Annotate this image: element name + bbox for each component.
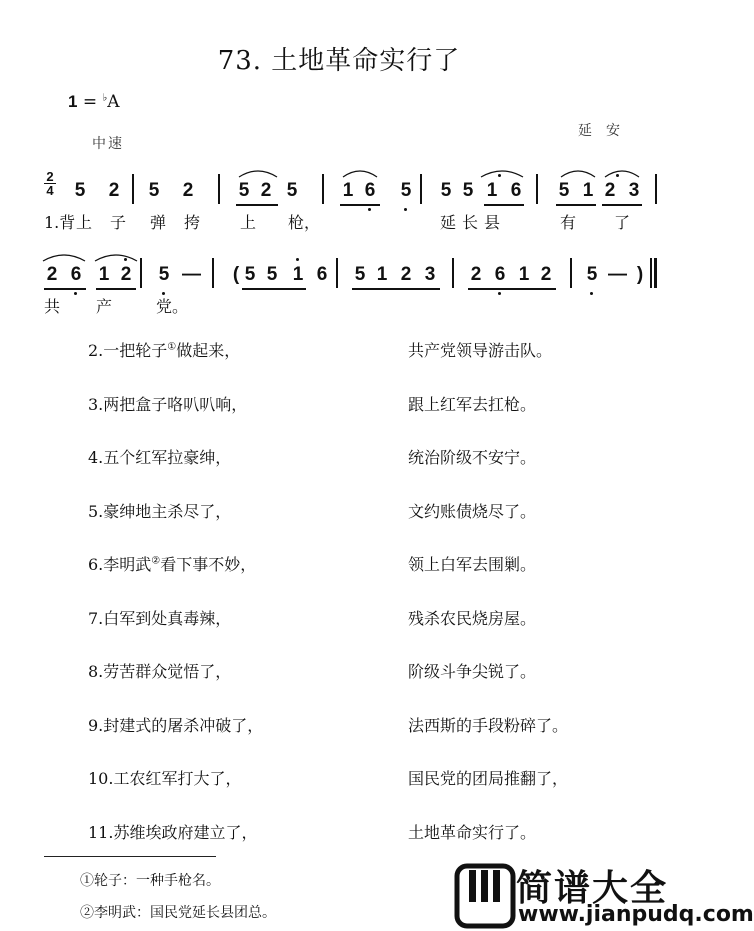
slur-mark (604, 168, 640, 178)
low-dot (368, 208, 371, 211)
low-dot (498, 292, 501, 295)
note-number: 2 (182, 180, 194, 201)
verse-second-half: 统治阶级不安宁。 (408, 448, 537, 467)
footnote-rule (44, 856, 216, 857)
note-number: 2 (604, 180, 616, 201)
underline (484, 204, 524, 206)
lyric-syllable: 弹 (150, 213, 167, 232)
barline-final (654, 258, 657, 288)
note-number: 1 (518, 264, 530, 285)
lyric-syllable: 上 (76, 213, 93, 232)
note-number: 2 (400, 264, 412, 285)
lyric-syllable: 产 (96, 297, 113, 316)
slur-mark (342, 168, 378, 178)
tempo-marking: 中速 (92, 136, 124, 152)
verse-second-half: 文约账债烧尽了。 (408, 501, 537, 521)
note-number: 1 (292, 264, 304, 285)
key-equals: = (77, 92, 103, 112)
verse-second-half: 土地革命实行了。 (408, 822, 537, 842)
barline (140, 258, 142, 288)
note-number: 2 (46, 264, 58, 285)
underline (96, 288, 136, 290)
note-number: 5 (586, 264, 598, 285)
high-dot (296, 258, 299, 261)
verse-second-half: 国民党的团局推翻了， (408, 769, 569, 788)
note-number: 5 (286, 180, 298, 201)
note-number: 6 (510, 180, 522, 201)
slur-mark (94, 252, 138, 262)
verse-second-half: 跟上红军去扛枪。 (408, 394, 537, 414)
note-number: 3 (424, 264, 436, 285)
logo-url: www.jianpudq.com (518, 902, 754, 927)
song-title: 73. 土地革命实行了 (217, 46, 461, 76)
verse-first-half: 3.两把盒子咯叭叭响， (88, 394, 248, 414)
note-number: 3 (628, 180, 640, 201)
barline (420, 174, 422, 204)
barline (336, 258, 338, 288)
note-number: 1 (486, 180, 498, 201)
note-number: 5 (440, 180, 452, 201)
underline (602, 204, 642, 206)
verse-first-half: 7.白军到处真毒辣， (88, 608, 232, 628)
note-number: 5 (558, 180, 570, 201)
verse-first-half: 6.李明武②看下事不妙， (88, 555, 257, 574)
low-dot (404, 208, 407, 211)
lyric-syllable: 子 (110, 213, 127, 232)
lyric-syllable: 枪， (288, 213, 321, 232)
time-signature (44, 170, 56, 197)
lyric-syllable: 延 (440, 213, 457, 232)
note-number: 6 (494, 264, 506, 285)
barline (570, 258, 572, 288)
barline (536, 174, 538, 204)
barline (655, 174, 657, 204)
note-number: 5 (462, 180, 474, 201)
verse-first-half: 5.豪绅地主杀尽了， (88, 501, 232, 521)
underline (468, 288, 556, 290)
lyric-syllable: 党。 (156, 297, 189, 316)
note-number: 2 (120, 264, 132, 285)
verse-first-half: 2.一把轮子①做起来， (88, 341, 241, 360)
note-number: — (608, 264, 627, 285)
verse-first-half: 8.劳苦群众觉悟了， (88, 662, 232, 681)
key-degree: 1 (68, 92, 78, 111)
notation-line-1 (0, 168, 678, 228)
note-number: 6 (316, 264, 328, 285)
note-number: 2 (108, 180, 120, 201)
note-number: 5 (266, 264, 278, 285)
note-number: 5 (354, 264, 366, 285)
note-number: 2 (260, 180, 272, 201)
barline (218, 174, 220, 204)
lyric-syllable: 共 (44, 297, 61, 316)
lyric-syllable: 长 (462, 213, 479, 232)
slur-mark (238, 168, 278, 178)
barline (650, 258, 652, 288)
verse-first-half: 10.工农红军打大了， (88, 769, 242, 788)
note-number: 5 (244, 264, 256, 285)
footnote-2: ②李明武：国民党延长县团总。 (80, 905, 276, 921)
note-number: 5 (158, 264, 170, 285)
note-number: 1 (582, 180, 594, 201)
note-number: 5 (148, 180, 160, 201)
slur-mark (42, 252, 86, 262)
note-number: 6 (364, 180, 376, 201)
lyric-syllable: 上 (240, 213, 257, 232)
low-dot (590, 292, 593, 295)
note-number: 2 (540, 264, 552, 285)
time-sig-bottom: 4 (44, 183, 56, 197)
time-sig-top: 2 (46, 169, 54, 184)
verse-second-half: 领上白军去围剿。 (408, 555, 537, 574)
lyric-syllable: 挎 (184, 213, 201, 232)
key-note: A (107, 92, 120, 112)
note-number: — (182, 264, 201, 285)
lyric-syllable: 1.背 (44, 213, 76, 232)
verse-second-half: 残杀农民烧房屋。 (408, 608, 537, 628)
verse-second-half: 共产党领导游击队。 (408, 341, 553, 360)
lyric-syllable: 了 (614, 213, 631, 232)
barline (132, 174, 134, 204)
note-number: 6 (70, 264, 82, 285)
note-number: 5 (400, 180, 412, 201)
note-number: 1 (376, 264, 388, 285)
flat-icon: ♭ (102, 92, 108, 104)
logo-name: 简谱大全 (516, 868, 669, 909)
underline (242, 288, 306, 290)
underline (556, 204, 596, 206)
note-number: ) (636, 264, 644, 285)
footnote-1: ①轮子：一种手枪名。 (80, 873, 220, 889)
note-number: 1 (342, 180, 354, 201)
underline (340, 204, 380, 206)
note-number: 5 (238, 180, 250, 201)
barline (452, 258, 454, 288)
slur-mark (560, 168, 596, 178)
lyric-syllable: 县 (484, 213, 501, 232)
verse-first-half: 9.封建式的屠杀冲破了， (88, 715, 264, 735)
note-number: 5 (74, 180, 86, 201)
key-signature (68, 92, 120, 112)
lyric-syllable: 有 (560, 213, 577, 232)
slur-mark (480, 168, 524, 178)
verse-second-half: 阶级斗争尖锐了。 (408, 662, 537, 681)
barline (212, 258, 214, 288)
barline (322, 174, 324, 204)
low-dot (74, 292, 77, 295)
verse-first-half: 4.五个红军拉豪绅， (88, 448, 232, 467)
verse-second-half: 法西斯的手段粉碎了。 (408, 715, 569, 735)
underline (236, 204, 278, 206)
underline (352, 288, 440, 290)
note-number: ( (232, 264, 240, 285)
song-origin: 延安 (578, 123, 634, 139)
verse-first-half: 11.苏维埃政府建立了， (88, 822, 258, 842)
underline (44, 288, 86, 290)
note-number: 1 (98, 264, 110, 285)
note-number: 2 (470, 264, 482, 285)
